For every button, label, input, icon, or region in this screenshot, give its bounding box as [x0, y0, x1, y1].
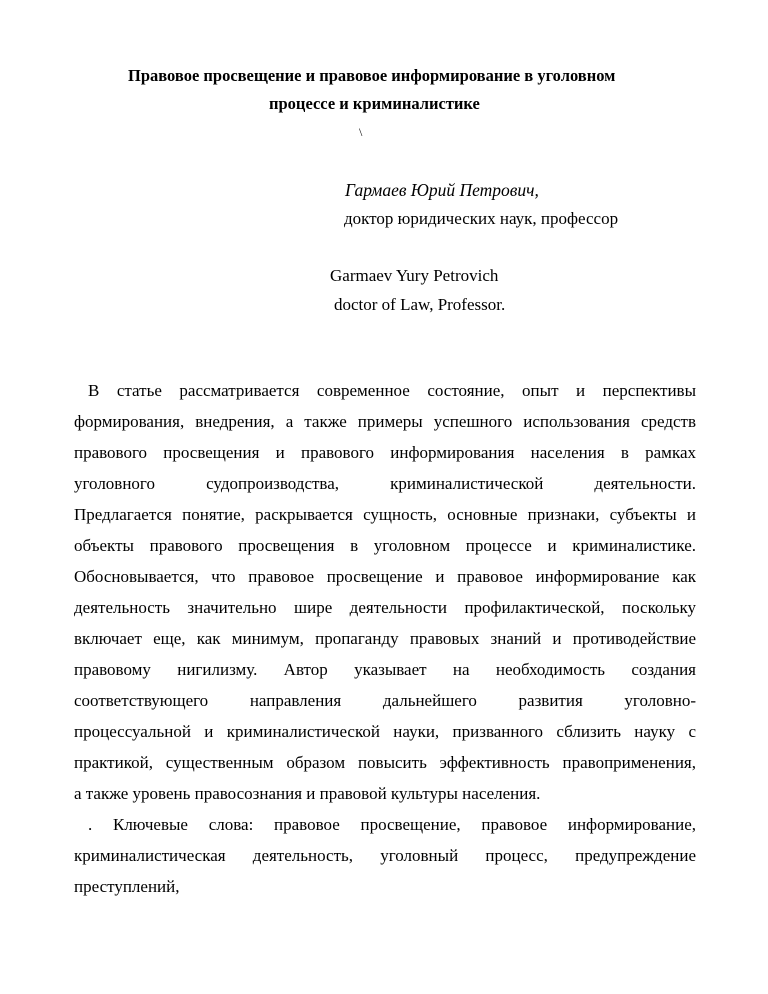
keywords-line: . Ключевые слова: правовое просвещение, правовое информирование,	[88, 815, 696, 834]
keywords-line: преступлений,	[74, 877, 180, 896]
keywords-line: криминалистическая деятельность, уголовный процесс, предупреждение	[74, 846, 696, 865]
abstract-line: практикой, существенным образом повысить эффективность правоприменения,	[74, 753, 696, 772]
article-title-line-2: процессе и криминалистике	[269, 94, 480, 113]
abstract-line: Предлагается понятие, раскрывается сущность, основные признаки, субъекты и	[74, 505, 696, 524]
abstract-line: процессуальной и криминалистической науки, призванного сблизить науку с	[74, 722, 696, 741]
article-title-line-1: Правовое просвещение и правовое информирование в уголовном	[128, 66, 616, 85]
author-degree-ru: доктор юридических наук, профессор	[344, 209, 619, 228]
abstract-line: уголовного судопроизводства, криминалистической деятельности.	[74, 474, 696, 493]
author-name-ru: Гармаев Юрий Петрович,	[345, 180, 539, 200]
abstract-line: В статье рассматривается современное состояние, опыт и перспективы	[88, 381, 696, 400]
author-degree-en: doctor of Law, Professor.	[334, 295, 506, 314]
abstract-line: Обосновывается, что правовое просвещение и правовое информирование как	[74, 567, 696, 586]
abstract-line: правового просвещения и правового информирования населения в рамках	[74, 443, 696, 462]
abstract-line: включает еще, как минимум, пропаганду правовых знаний и противодействие	[74, 629, 696, 648]
stray-mark: \	[359, 125, 363, 139]
abstract-line: а также уровень правосознания и правовой культуры населения.	[74, 784, 541, 803]
abstract	[74, 375, 696, 902]
author-name-en: Garmaev Yury Petrovich	[330, 266, 499, 285]
abstract-line: объекты правового просвещения в уголовном процессе и криминалистике.	[74, 536, 696, 555]
abstract-line: формирования, внедрения, а также примеры успешного использования средств	[74, 412, 696, 431]
abstract-line: деятельность значительно шире деятельности профилактической, поскольку	[74, 598, 696, 617]
abstract-line: правовому нигилизму. Автор указывает на необходимость создания	[74, 660, 696, 679]
abstract-line: соответствующего направления дальнейшего развития уголовно-	[74, 691, 696, 710]
